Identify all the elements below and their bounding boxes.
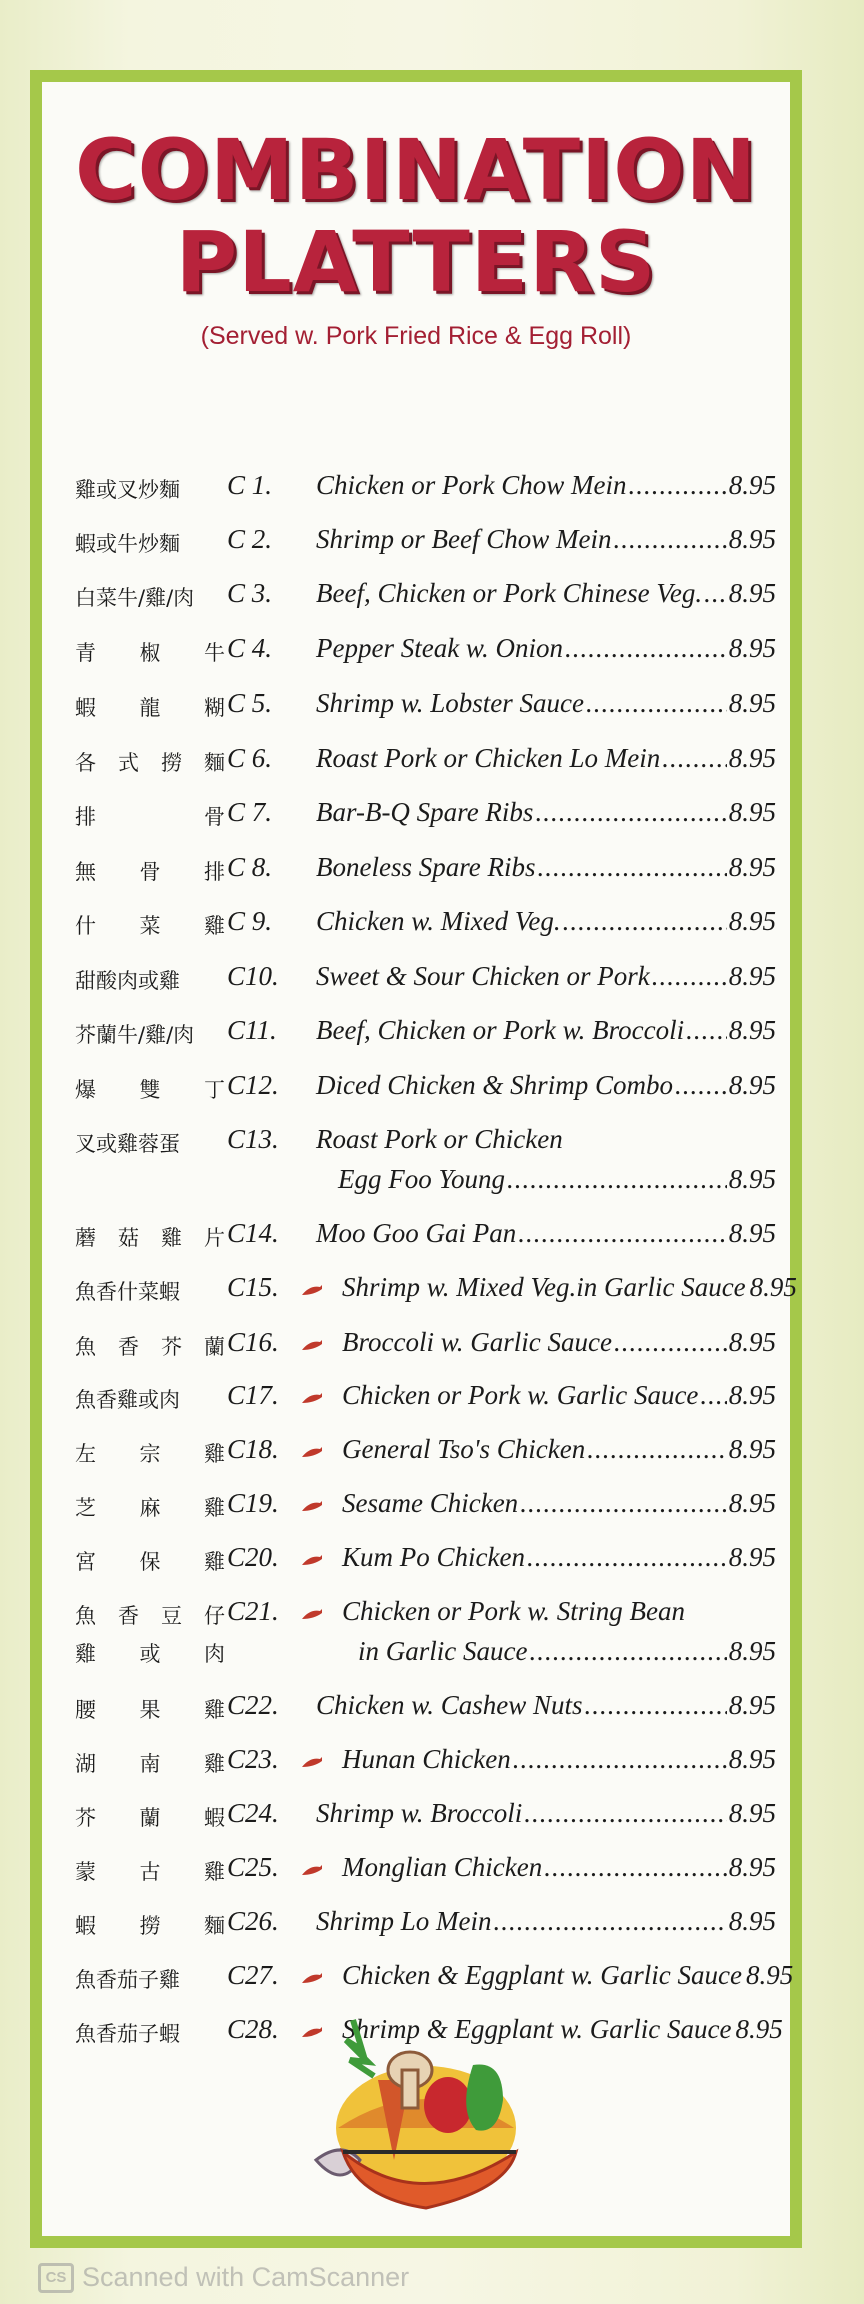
item-code: C22. <box>227 1690 279 1720</box>
chinese-text: 蝦 <box>75 696 96 720</box>
chinese-text: 保 <box>139 1550 161 1574</box>
hot-pepper-icon <box>300 1338 324 1352</box>
chinese-text: 蝦 <box>75 1914 96 1938</box>
item-price: 8.95 <box>749 1272 797 1302</box>
chinese-text: 片 <box>204 1226 225 1250</box>
item-description <box>342 1272 797 1303</box>
item-code: C10. <box>227 961 279 991</box>
item-price: 8.95 <box>728 1380 776 1410</box>
item-code: C25. <box>227 1852 279 1882</box>
item-code: C17. <box>227 1380 279 1410</box>
chinese-text: 腰 <box>75 1698 96 1722</box>
chinese-text: 排 <box>204 860 225 884</box>
chinese-name <box>75 1638 225 1668</box>
chinese-text: 各 <box>75 751 96 775</box>
chinese-name <box>75 1438 225 1468</box>
item-description <box>316 1906 776 1937</box>
item-code: C12. <box>227 1070 279 1100</box>
item-price: 8.95 <box>728 961 776 991</box>
menu-item <box>42 688 790 738</box>
item-price: 8.95 <box>728 1488 776 1518</box>
item-description <box>316 961 776 992</box>
description-text: Chicken w. Mixed Veg. <box>316 906 561 936</box>
item-price: 8.95 <box>735 2014 783 2044</box>
chinese-text: 式 <box>118 751 139 775</box>
menu-item <box>42 743 790 793</box>
item-price: 8.95 <box>728 1542 776 1572</box>
dot-leader <box>513 1744 727 1775</box>
chinese-text: 甜酸肉或雞 <box>75 969 180 993</box>
description-text: Moo Goo Gai Pan <box>316 1218 517 1248</box>
description-text: General Tso's Chicken <box>342 1434 586 1464</box>
description-text: Chicken w. Cashew Nuts <box>316 1690 583 1720</box>
chinese-text: 青 <box>75 641 96 665</box>
chinese-text: 蘭 <box>204 1335 225 1359</box>
item-code: C27. <box>227 1960 279 1990</box>
chinese-name <box>75 910 225 940</box>
item-price: 8.95 <box>728 1798 776 1828</box>
description-text: Chicken or Pork w. String Bean <box>342 1596 685 1626</box>
item-description <box>342 1488 776 1519</box>
chinese-text: 香 <box>118 1335 139 1359</box>
dot-leader <box>585 1690 727 1721</box>
menu-item <box>42 1218 790 1268</box>
chinese-text: 肉 <box>204 1642 225 1666</box>
description-text: in Garlic Sauce <box>358 1636 528 1666</box>
item-description <box>316 852 776 883</box>
chinese-text: 雞 <box>204 1496 225 1520</box>
chinese-text: 宗 <box>139 1442 161 1466</box>
menu-item <box>42 578 790 628</box>
chinese-name <box>75 2018 225 2048</box>
item-description <box>342 1380 776 1411</box>
dot-leader <box>662 743 727 774</box>
item-code: C 9. <box>227 906 273 936</box>
chinese-text: 湖 <box>75 1752 96 1776</box>
description-text: Diced Chicken & Shrimp Combo <box>316 1070 673 1100</box>
chinese-name <box>75 582 225 612</box>
chinese-text: 雞 <box>161 1226 182 1250</box>
item-description <box>316 578 776 609</box>
chinese-text: 芥 <box>75 1806 96 1830</box>
chinese-text: 南 <box>139 1752 161 1776</box>
description-text: Broccoli w. Garlic Sauce <box>342 1327 612 1357</box>
chinese-text: 雞 <box>204 1860 225 1884</box>
description-text: Roast Pork or Chicken Lo Mein <box>316 743 661 773</box>
menu-item <box>42 1124 790 1216</box>
item-code: C24. <box>227 1798 279 1828</box>
chinese-text: 仔 <box>204 1604 225 1628</box>
item-description <box>358 1636 776 1667</box>
menu-item <box>42 961 790 1011</box>
item-description <box>316 524 776 555</box>
dot-leader <box>614 1327 727 1358</box>
item-description <box>316 470 776 501</box>
menu-item <box>42 1070 790 1120</box>
dot-leader <box>544 1852 727 1883</box>
chinese-name <box>75 1694 225 1724</box>
description-text: Chicken or Pork w. Garlic Sauce <box>342 1380 699 1410</box>
chinese-text: 雙 <box>139 1078 161 1102</box>
chinese-text: 魚香茄子蝦 <box>75 2022 180 2046</box>
menu-item <box>42 797 790 847</box>
description-text: Pepper Steak w. Onion <box>316 633 563 663</box>
item-price: 8.95 <box>728 1327 776 1357</box>
chinese-text: 骨 <box>204 805 225 829</box>
dot-leader <box>565 633 727 664</box>
description-text: Kum Po Chicken <box>342 1542 525 1572</box>
chinese-name <box>75 1546 225 1576</box>
chinese-text: 雞 <box>204 1698 225 1722</box>
hot-pepper-icon <box>300 1755 324 1769</box>
chinese-text: 豆 <box>161 1604 182 1628</box>
item-code: C 8. <box>227 852 273 882</box>
description-text: Sweet & Sour Chicken or Pork <box>316 961 650 991</box>
menu-item <box>42 1272 797 1322</box>
menu-item <box>42 1906 790 1956</box>
item-code: C 7. <box>227 797 273 827</box>
title-line-1: COMBINATION <box>75 121 757 219</box>
description-text: Hunan Chicken <box>342 1744 511 1774</box>
item-description <box>342 1327 776 1358</box>
chinese-text: 蝦或牛炒麵 <box>75 532 180 556</box>
menu-item <box>42 1488 790 1538</box>
item-price: 8.95 <box>728 1852 776 1882</box>
chinese-text: 雞 <box>204 1550 225 1574</box>
menu-item <box>42 1960 794 2010</box>
chinese-text: 爆 <box>75 1078 96 1102</box>
menu-item <box>42 1798 790 1848</box>
chinese-name <box>75 1128 225 1158</box>
item-code: C18. <box>227 1434 279 1464</box>
dot-leader <box>520 1488 727 1519</box>
menu-panel <box>42 82 797 2236</box>
scanner-watermark <box>38 2262 409 2293</box>
menu-item <box>42 1690 790 1740</box>
item-price: 8.95 <box>728 1015 776 1045</box>
item-code: C 4. <box>227 633 273 663</box>
chinese-name <box>75 801 225 831</box>
item-price: 8.95 <box>728 1070 776 1100</box>
chinese-text: 撈 <box>161 751 182 775</box>
item-price: 8.95 <box>728 578 776 608</box>
item-description <box>316 688 776 719</box>
item-code: C16. <box>227 1327 279 1357</box>
hot-pepper-icon <box>300 1971 324 1985</box>
dot-leader <box>524 1798 727 1829</box>
description-text: Beef, Chicken or Pork Chinese Veg. <box>316 578 703 608</box>
dot-leader <box>537 852 726 883</box>
description-text: Bar-B-Q Spare Ribs <box>316 797 534 827</box>
hot-pepper-icon <box>300 1283 324 1297</box>
menu-item <box>42 852 790 902</box>
chinese-text: 糊 <box>204 696 225 720</box>
chinese-text: 魚香什菜蝦 <box>75 1280 180 1304</box>
item-price: 8.95 <box>728 852 776 882</box>
chinese-name <box>75 1222 225 1252</box>
item-code: C 1. <box>227 470 273 500</box>
item-price: 8.95 <box>728 633 776 663</box>
chinese-name <box>75 692 225 722</box>
dot-leader <box>527 1542 727 1573</box>
chinese-text: 或 <box>139 1642 161 1666</box>
chinese-text: 雞 <box>204 914 225 938</box>
dot-leader <box>700 1380 726 1411</box>
chinese-text: 古 <box>139 1860 161 1884</box>
chinese-text: 椒 <box>139 641 161 665</box>
chinese-name <box>75 1074 225 1104</box>
chinese-text: 雞 <box>204 1752 225 1776</box>
item-description <box>316 797 776 828</box>
menu-item <box>42 906 790 956</box>
item-description <box>342 1434 776 1465</box>
menu-item <box>42 1542 790 1592</box>
item-code: C23. <box>227 1744 279 1774</box>
item-description <box>338 1164 776 1195</box>
chinese-text: 魚 <box>75 1604 96 1628</box>
watermark-text: Scanned with CamScanner <box>82 2262 410 2292</box>
item-description <box>316 1015 776 1046</box>
item-price: 8.95 <box>728 906 776 936</box>
chinese-text: 麵 <box>204 751 225 775</box>
chinese-text: 牛 <box>204 641 225 665</box>
chinese-text: 無 <box>75 860 96 884</box>
chinese-text: 芥 <box>161 1335 182 1359</box>
chinese-name <box>75 1856 225 1886</box>
description-text: Shrimp & Eggplant w. Garlic Sauce <box>342 2014 732 2044</box>
description-text: Boneless Spare Ribs <box>316 852 536 882</box>
menu-item <box>42 1434 790 1484</box>
item-code: C19. <box>227 1488 279 1518</box>
item-price: 8.95 <box>728 688 776 718</box>
hot-pepper-icon <box>300 1553 324 1567</box>
item-price: 8.95 <box>728 1218 776 1248</box>
camscanner-logo: CS <box>38 2263 74 2293</box>
menu-item <box>42 470 790 520</box>
dot-leader <box>586 688 727 719</box>
chinese-text: 蒙 <box>75 1860 96 1884</box>
chinese-name <box>75 528 225 558</box>
dot-leader <box>529 1636 726 1667</box>
dot-leader <box>563 906 727 937</box>
dot-leader <box>494 1906 727 1937</box>
item-code: C 3. <box>227 578 273 608</box>
item-description <box>316 633 776 664</box>
hot-pepper-icon <box>300 1391 324 1405</box>
chinese-text: 蘭 <box>139 1806 161 1830</box>
item-code: C28. <box>227 2014 279 2044</box>
menu-item <box>42 1596 790 1688</box>
chinese-text: 芝 <box>75 1496 96 1520</box>
chinese-text: 魚香雞或肉 <box>75 1388 180 1412</box>
item-price: 8.95 <box>728 743 776 773</box>
dot-leader <box>686 1015 727 1046</box>
item-description <box>316 1070 776 1101</box>
description-text: Egg Foo Young <box>338 1164 506 1194</box>
chinese-text: 雞 <box>204 1442 225 1466</box>
item-code: C11. <box>227 1015 277 1045</box>
item-description <box>316 1690 776 1721</box>
chinese-name <box>75 1910 225 1940</box>
menu-item <box>42 1327 790 1377</box>
item-description <box>342 1542 776 1573</box>
chinese-name <box>75 1384 225 1414</box>
menu-item <box>42 633 790 683</box>
item-price: 8.95 <box>728 1636 776 1666</box>
hot-pepper-icon <box>300 1499 324 1513</box>
chinese-text: 菇 <box>118 1226 139 1250</box>
chinese-name <box>75 1492 225 1522</box>
description-text: Chicken & Eggplant w. Garlic Sauce <box>342 1960 742 1990</box>
vegetable-bowl-icon <box>298 2010 538 2220</box>
chinese-name <box>75 474 225 504</box>
description-text: Chicken or Pork Chow Mein <box>316 470 627 500</box>
chinese-name <box>75 637 225 667</box>
menu-item <box>42 1744 790 1794</box>
description-text: Shrimp Lo Mein <box>316 1906 492 1936</box>
description-text: Sesame Chicken <box>342 1488 519 1518</box>
item-description <box>316 1798 776 1829</box>
chinese-text: 宮 <box>75 1550 96 1574</box>
item-code: C 5. <box>227 688 273 718</box>
chinese-text: 叉或雞蓉蛋 <box>75 1132 180 1156</box>
chinese-name <box>75 1019 225 1049</box>
hot-pepper-icon <box>300 1445 324 1459</box>
description-text: Beef, Chicken or Pork w. Broccoli <box>316 1015 685 1045</box>
chinese-text: 排 <box>75 805 96 829</box>
chinese-name <box>75 1331 225 1361</box>
chinese-text: 撈 <box>139 1914 161 1938</box>
chinese-text: 骨 <box>139 860 161 884</box>
chinese-name <box>75 1802 225 1832</box>
dot-leader <box>518 1218 727 1249</box>
dot-leader <box>652 961 727 992</box>
item-description <box>316 1218 776 1249</box>
menu-item <box>42 1015 790 1065</box>
chinese-name <box>75 1276 225 1306</box>
item-code: C15. <box>227 1272 279 1302</box>
chinese-text: 丁 <box>204 1078 225 1102</box>
item-price: 8.95 <box>728 1906 776 1936</box>
chinese-text: 雞或叉炒麵 <box>75 478 180 502</box>
chinese-name <box>75 965 225 995</box>
item-price: 8.95 <box>728 1744 776 1774</box>
chinese-text: 麵 <box>204 1914 225 1938</box>
item-price: 8.95 <box>728 797 776 827</box>
chinese-name <box>75 1748 225 1778</box>
chinese-text: 菜 <box>139 914 161 938</box>
menu-item <box>42 524 790 574</box>
chinese-text: 蘑 <box>75 1226 96 1250</box>
dot-leader <box>613 524 726 555</box>
item-price: 8.95 <box>728 1434 776 1464</box>
chinese-text: 白菜牛/雞/肉 <box>75 586 195 610</box>
chinese-text: 芥蘭牛/雞/肉 <box>75 1023 195 1047</box>
item-description <box>316 906 776 937</box>
description-text: Shrimp or Beef Chow Mein <box>316 524 612 554</box>
menu-item <box>42 1852 790 1902</box>
item-price: 8.95 <box>728 524 776 554</box>
chinese-text: 魚香茄子雞 <box>75 1968 180 1992</box>
chinese-text: 魚 <box>75 1335 96 1359</box>
item-code: C13. <box>227 1124 279 1154</box>
chinese-name <box>75 1964 225 1994</box>
description-text: Roast Pork or Chicken <box>316 1124 563 1154</box>
chinese-text: 果 <box>139 1698 161 1722</box>
item-price: 8.95 <box>745 1960 794 1990</box>
hot-pepper-icon <box>300 1607 324 1621</box>
chinese-name <box>75 856 225 886</box>
dot-leader <box>507 1164 727 1195</box>
item-code: C20. <box>227 1542 279 1572</box>
description-text: Shrimp w. Mixed Veg.in Garlic Sauce <box>342 1272 746 1302</box>
chinese-text: 龍 <box>139 696 161 720</box>
chinese-text: 什 <box>75 914 96 938</box>
chinese-name <box>75 1600 225 1630</box>
dot-leader <box>704 578 727 609</box>
menu-item <box>42 1380 790 1430</box>
item-code: C 2. <box>227 524 273 554</box>
description-text: Shrimp w. Broccoli <box>316 1798 523 1828</box>
dot-leader <box>628 470 726 501</box>
item-price: 8.95 <box>728 470 776 500</box>
description-text: Shrimp w. Lobster Sauce <box>316 688 584 718</box>
chinese-text: 麻 <box>139 1496 161 1520</box>
item-code: C14. <box>227 1218 279 1248</box>
item-code: C26. <box>227 1906 279 1936</box>
item-description <box>342 1744 776 1775</box>
chinese-text: 香 <box>118 1604 139 1628</box>
item-code: C 6. <box>227 743 273 773</box>
chinese-text: 雞 <box>75 1642 96 1666</box>
item-description <box>316 743 776 774</box>
dot-leader <box>535 797 726 828</box>
hot-pepper-icon <box>300 1863 324 1877</box>
chinese-text: 蝦 <box>204 1806 225 1830</box>
menu-subtitle: (Served w. Pork Fried Rice & Egg Roll) <box>200 322 632 350</box>
description-text: Monglian Chicken <box>342 1852 543 1882</box>
dot-leader <box>675 1070 727 1101</box>
item-description <box>342 1960 794 1991</box>
item-code: C21. <box>227 1596 279 1626</box>
chinese-name <box>75 747 225 777</box>
chinese-text: 左 <box>75 1442 96 1466</box>
title-line-2: PLATTERS <box>175 213 657 311</box>
item-price: 8.95 <box>728 1690 776 1720</box>
item-description <box>342 1852 776 1883</box>
item-price: 8.95 <box>728 1164 776 1194</box>
dot-leader <box>587 1434 726 1465</box>
